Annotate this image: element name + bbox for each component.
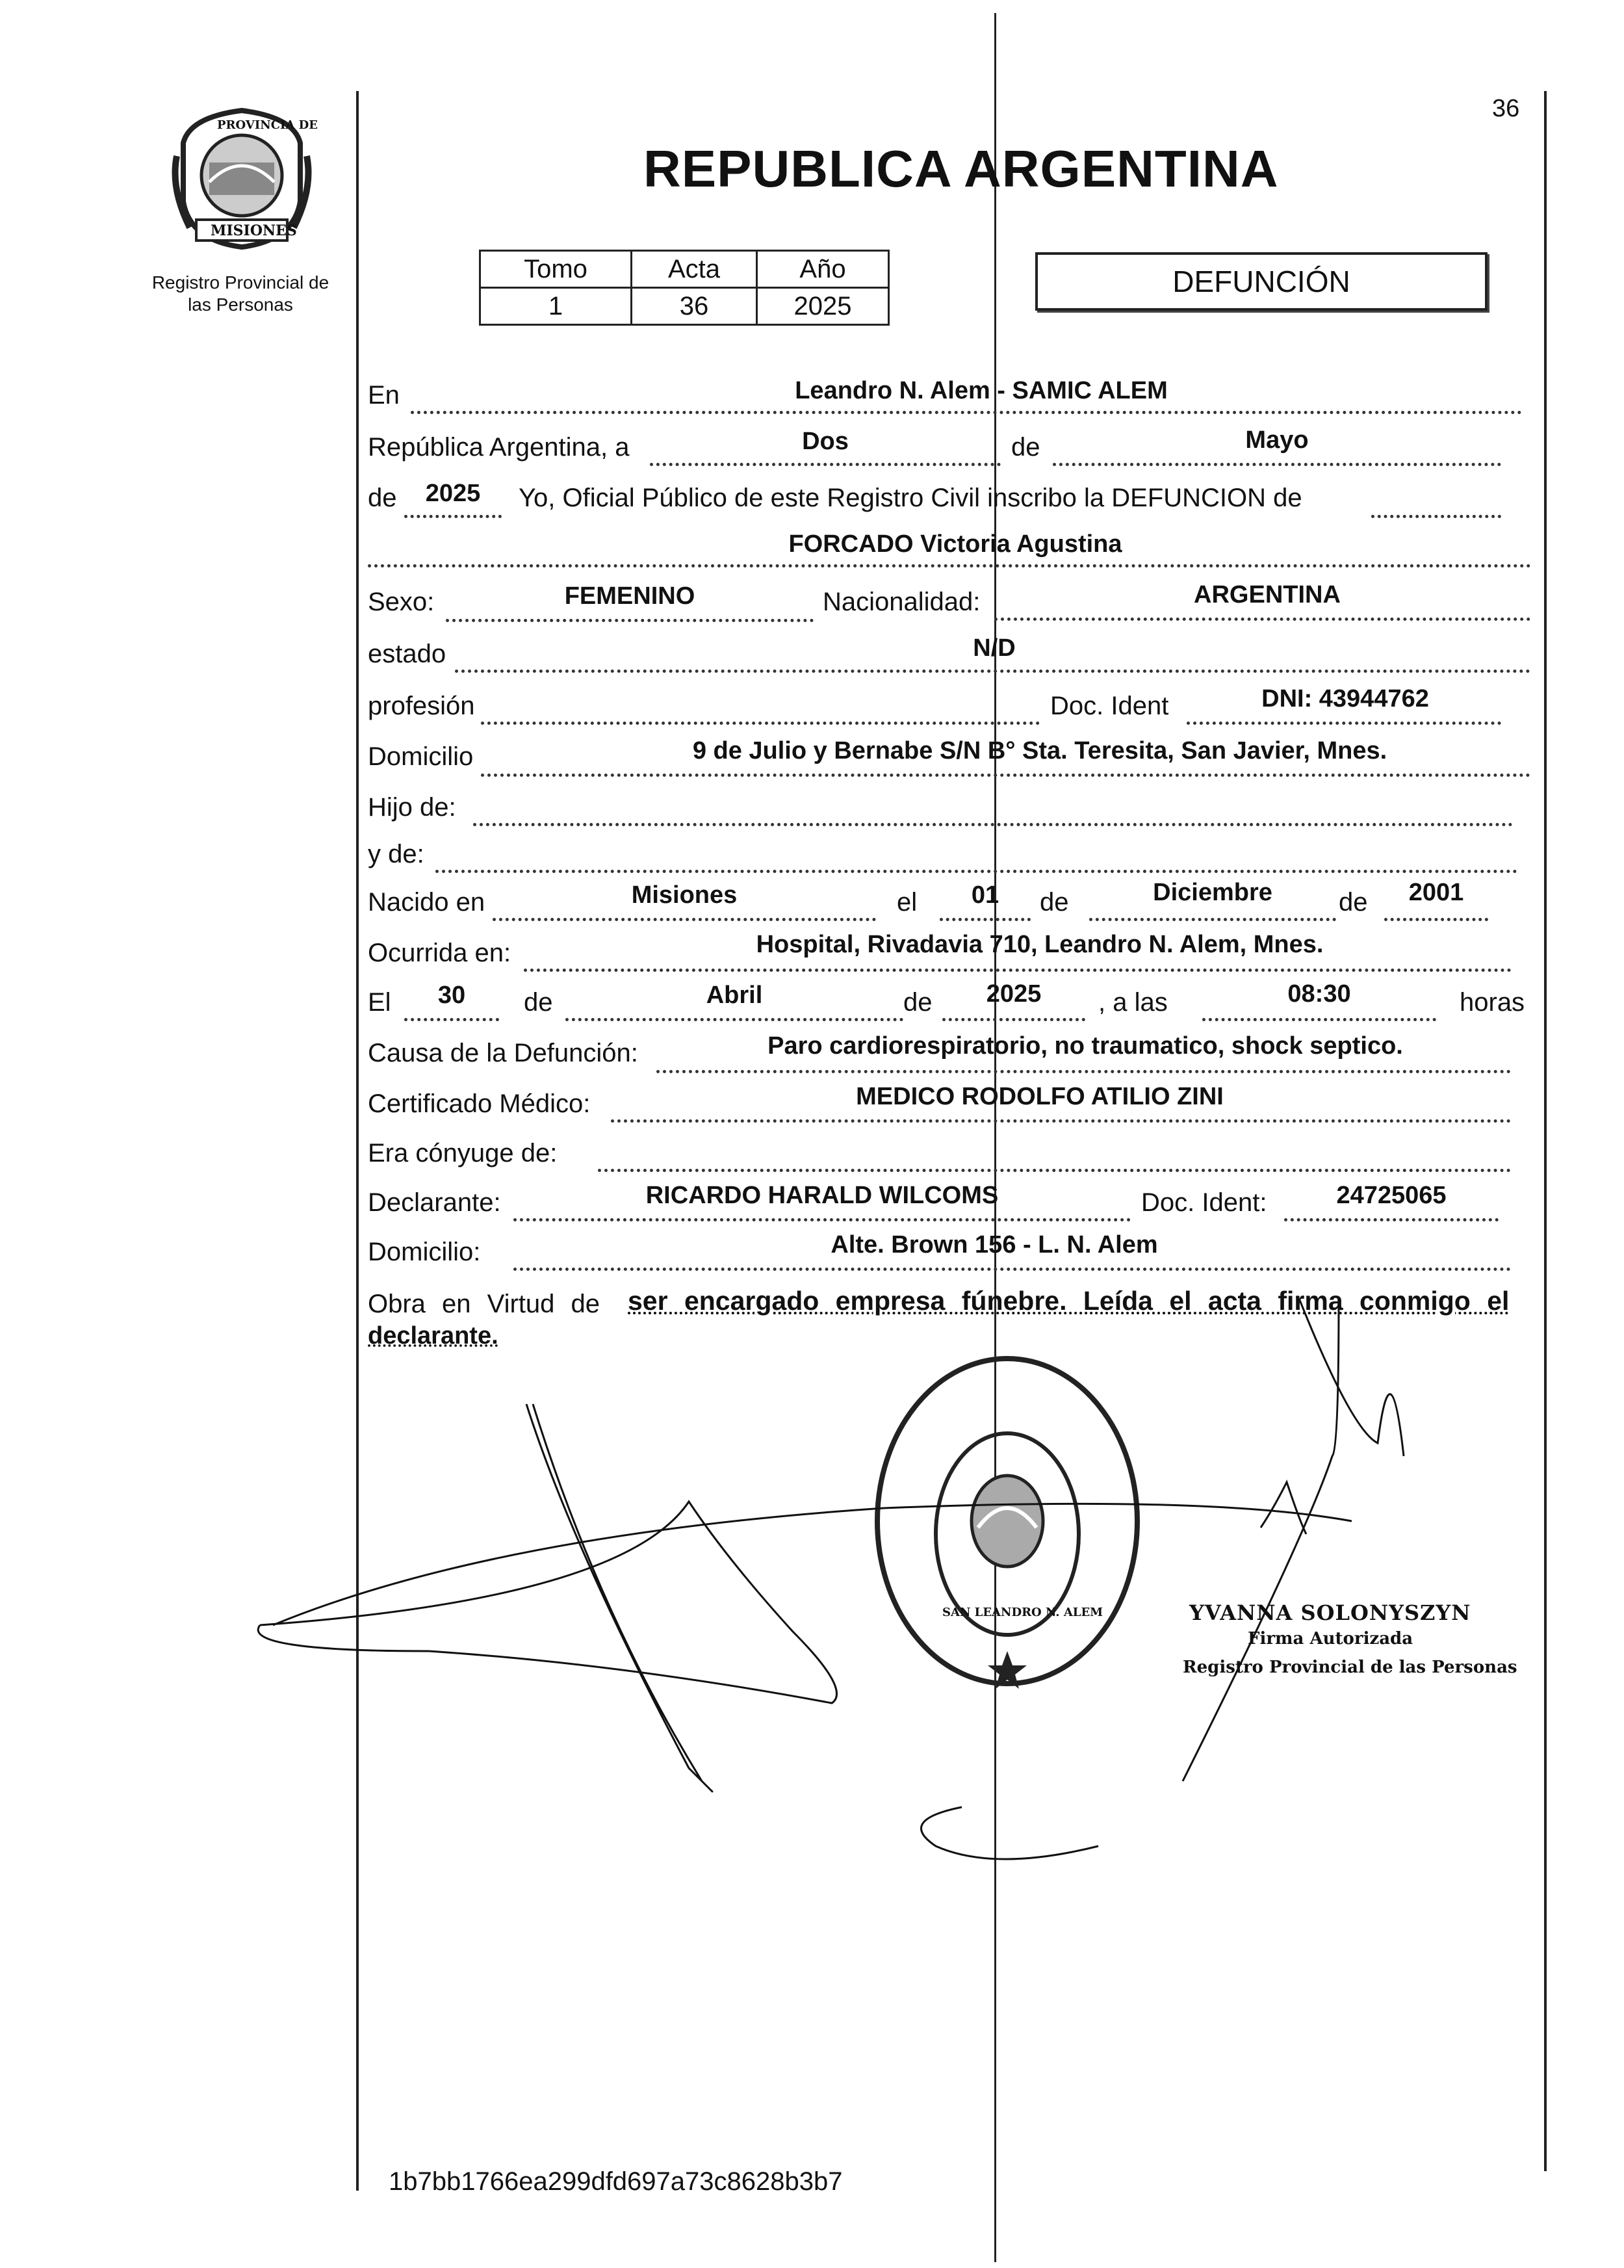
domicilio2-label: Domicilio: xyxy=(368,1238,481,1266)
obra-value: ser encargado empresa fúnebre. Leída el acta firma conmigo el xyxy=(628,1286,1510,1316)
de-label-3: de xyxy=(1040,888,1069,917)
estado-value: N/D xyxy=(973,634,1016,662)
certificado-label: Certificado Médico: xyxy=(368,1089,591,1118)
declarante-value: RICARDO HARALD WILCOMS xyxy=(645,1182,999,1209)
nacido-label: Nacido en xyxy=(368,888,485,917)
def-mes-value: Abril xyxy=(706,982,763,1009)
def-dia-value: 30 xyxy=(437,982,466,1009)
doc-ident2-value: 24725065 xyxy=(1336,1182,1447,1209)
nacionalidad-label: Nacionalidad: xyxy=(823,588,981,616)
registry-line1: Registro Provincial de xyxy=(151,272,329,293)
record-table xyxy=(479,250,890,326)
nacido-line xyxy=(493,918,876,921)
nac-mes-line xyxy=(1089,918,1336,921)
doc-ident-line xyxy=(1187,722,1501,725)
alas-label: , a las xyxy=(1098,988,1168,1017)
conyuge-label: Era cónyuge de: xyxy=(368,1139,558,1167)
nacido-value: Misiones xyxy=(631,881,738,909)
de-label-6: de xyxy=(903,988,933,1017)
causa-value: Paro cardiorespiratorio, no traumatico, shock septico. xyxy=(767,1032,1403,1060)
hora-line xyxy=(1202,1018,1436,1021)
domicilio2-line xyxy=(513,1268,1511,1271)
causa-label: Causa de la Defunción: xyxy=(368,1039,638,1067)
anio-registro-value: 2025 xyxy=(425,480,481,507)
nac-dia-value: 01 xyxy=(971,881,999,909)
nombre-value: FORCADO Victoria Agustina xyxy=(788,530,1122,558)
nac-mes-value: Diciembre xyxy=(1153,879,1272,906)
ocurrida-line xyxy=(524,969,1512,972)
doc-ident-value: DNI: 43944762 xyxy=(1261,685,1429,712)
nac-anio-value: 2001 xyxy=(1408,879,1464,906)
yde-label: y de: xyxy=(368,840,424,868)
anio-line xyxy=(404,515,502,518)
de-label-5: de xyxy=(524,988,553,1017)
tomo-value: 1 xyxy=(480,288,632,325)
ocurrida-label: Ocurrida en: xyxy=(368,939,511,967)
en-line xyxy=(411,411,1522,414)
oficial-line xyxy=(1371,515,1501,518)
obra-value-2: declarante. xyxy=(368,1322,498,1349)
left-margin-line xyxy=(356,91,359,2191)
domicilio-value: 9 de Julio y Bernabe S/N B° Sta. Teresita, San Javier, Mnes. xyxy=(692,737,1387,764)
nacionalidad-value: ARGENTINA xyxy=(1194,581,1341,608)
de-label: de xyxy=(1011,433,1040,462)
official-name: YVANNA SOLONYSZYN xyxy=(1189,1600,1471,1625)
document-title: REPUBLICA ARGENTINA xyxy=(643,140,1279,198)
anio-value: 2025 xyxy=(757,288,889,325)
domicilio2-value: Alte. Brown 156 - L. N. Alem xyxy=(831,1231,1158,1258)
sexo-line xyxy=(446,619,814,622)
doc-ident2-line xyxy=(1284,1218,1499,1221)
estado-line xyxy=(455,670,1530,673)
mes-line xyxy=(1053,463,1501,466)
oficial-text: Yo, Oficial Público de este Registro Civil inscribo la DEFUNCION de xyxy=(519,484,1302,512)
ocurrida-value: Hospital, Rivadavia 710, Leandro N. Alem, Mnes. xyxy=(756,931,1324,958)
de-label-4: de xyxy=(1339,888,1368,917)
doc-ident-label: Doc. Ident xyxy=(1050,692,1169,720)
de-label-2: de xyxy=(368,484,397,512)
def-mes-line xyxy=(565,1018,903,1021)
scan-fold-line xyxy=(994,13,996,2262)
def-anio-line xyxy=(942,1018,1085,1021)
right-margin-line xyxy=(1544,91,1547,2171)
sexo-label: Sexo: xyxy=(368,588,435,616)
nac-dia-line xyxy=(940,918,1031,921)
conyuge-line xyxy=(598,1169,1511,1172)
causa-line xyxy=(656,1070,1511,1073)
logo-text-bottom: MISIONES xyxy=(211,222,297,239)
dia-value: Dos xyxy=(802,428,849,455)
domicilio-line xyxy=(481,774,1530,777)
logo-text-top: PROVINCIA DE xyxy=(217,118,318,132)
nombre-line xyxy=(368,564,1531,567)
en-label: En xyxy=(368,381,400,410)
declarante-line xyxy=(513,1218,1131,1221)
def-dia-line xyxy=(404,1018,499,1021)
domicilio-label: Domicilio xyxy=(368,742,474,771)
anio-header: Año xyxy=(757,251,889,288)
el-label: el xyxy=(897,888,918,917)
official-role: Firma Autorizada xyxy=(1248,1629,1413,1649)
hora-value: 08:30 xyxy=(1287,980,1351,1008)
hijo-label: Hijo de: xyxy=(368,793,456,822)
tomo-header: Tomo xyxy=(480,251,632,288)
def-anio-value: 2025 xyxy=(986,980,1042,1008)
certificado-value: MEDICO RODOLFO ATILIO ZINI xyxy=(856,1083,1224,1110)
record-type-box: DEFUNCIÓN xyxy=(1035,252,1488,311)
el2-label: El xyxy=(368,988,391,1017)
handwritten-signatures xyxy=(234,1287,1501,1872)
nac-anio-line xyxy=(1384,918,1488,921)
registry-name xyxy=(143,272,338,316)
registry-line2: las Personas xyxy=(188,294,293,315)
en-value: Leandro N. Alem - SAMIC ALEM xyxy=(795,377,1168,404)
seal-inner-text: SAN LEANDRO N. ALEM xyxy=(942,1606,1103,1619)
page-number: 36 xyxy=(1492,95,1520,122)
doc-ident2-label: Doc. Ident: xyxy=(1141,1188,1267,1217)
declarante-label: Declarante: xyxy=(368,1188,501,1217)
mes-value: Mayo xyxy=(1245,426,1309,454)
yde-line xyxy=(435,870,1517,873)
document-hash: 1b7bb1766ea299dfd697a73c8628b3b7 xyxy=(389,2167,843,2196)
hijo-line xyxy=(473,823,1513,826)
profesion-label: profesión xyxy=(368,692,475,720)
certificado-line xyxy=(611,1119,1511,1123)
acta-value: 36 xyxy=(632,288,757,325)
profesion-line xyxy=(481,722,1040,725)
sexo-value: FEMENINO xyxy=(564,582,695,610)
official-office: Registro Provincial de las Personas xyxy=(1183,1658,1517,1677)
obra-label: Obra en Virtud de xyxy=(368,1290,600,1318)
province-logo xyxy=(170,104,318,254)
horas-label: horas xyxy=(1460,988,1525,1017)
estado-label: estado xyxy=(368,640,446,668)
nacionalidad-line xyxy=(994,618,1530,621)
republica-label: República Argentina, a xyxy=(368,433,630,462)
acta-header: Acta xyxy=(632,251,757,288)
dia-line xyxy=(650,463,1001,466)
